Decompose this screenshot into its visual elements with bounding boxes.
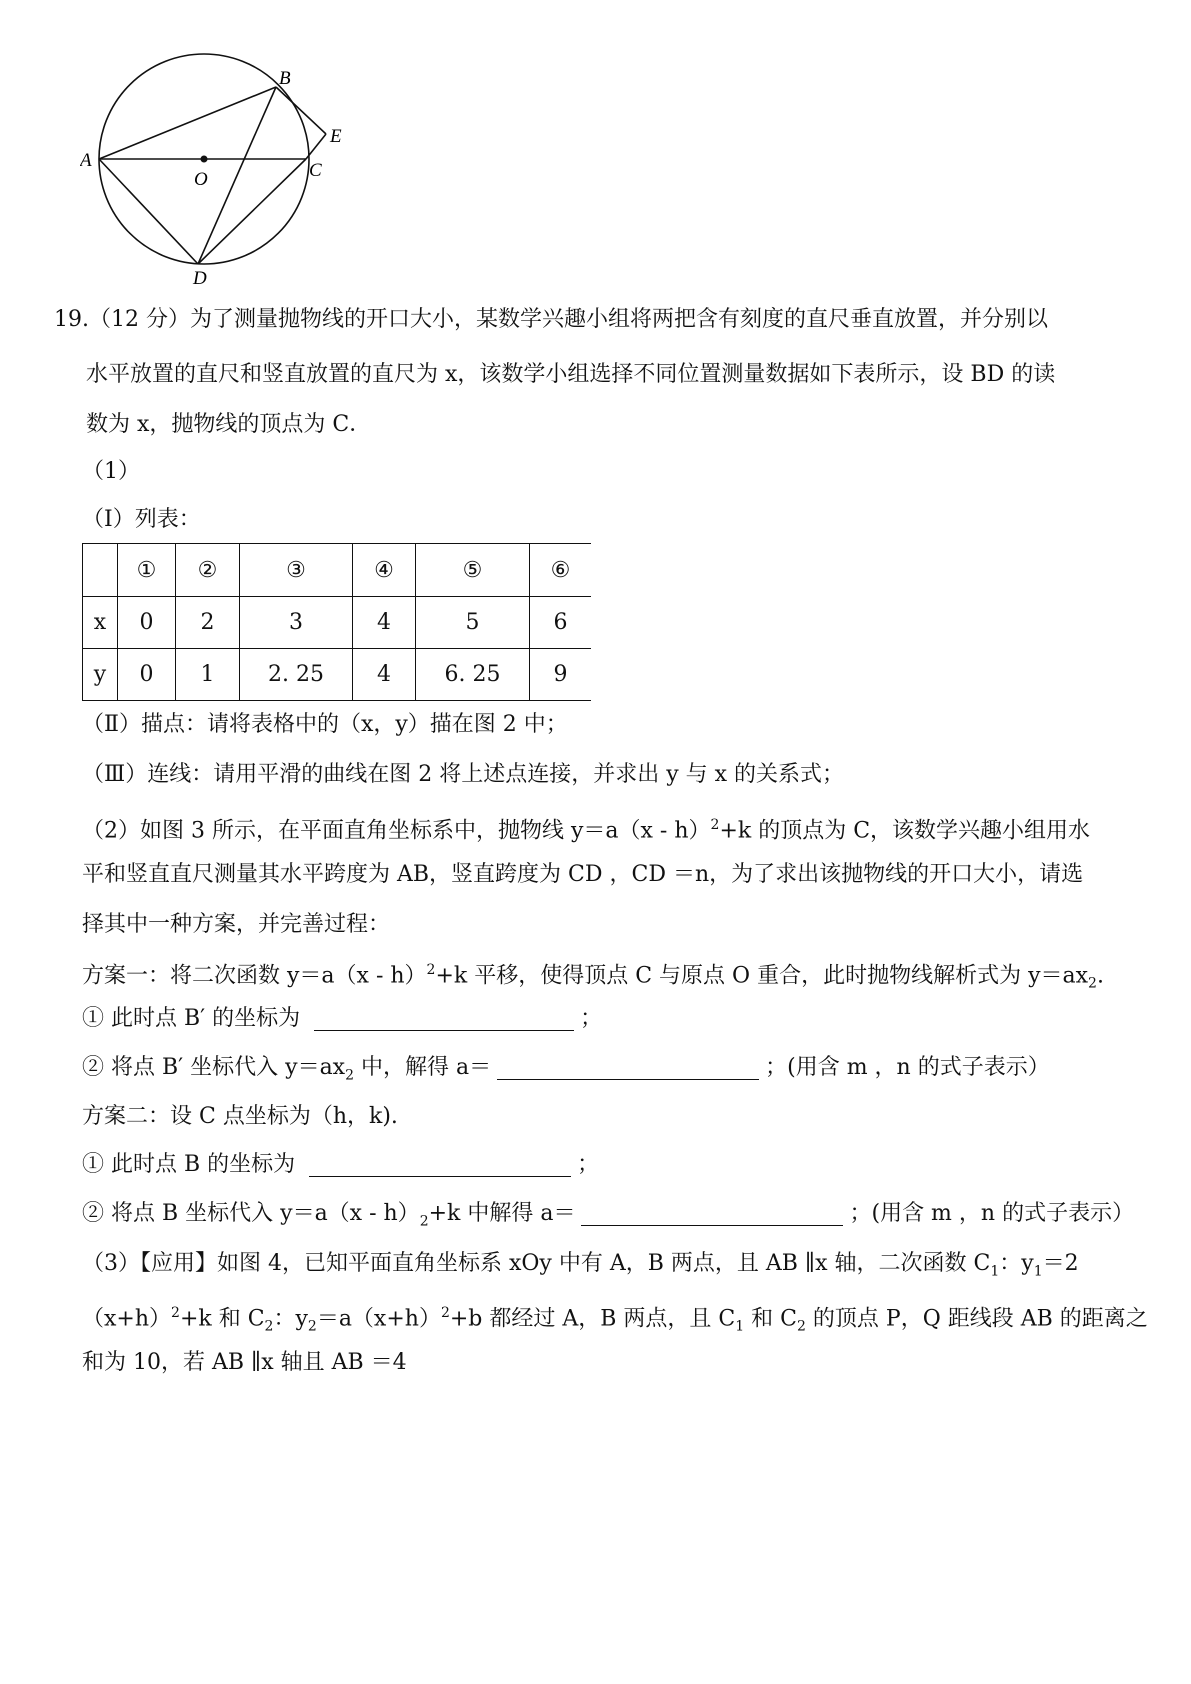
text-run: ① 此时点 B′ 的坐标为 bbox=[82, 1006, 301, 1031]
part-2-line-1 bbox=[82, 810, 1090, 846]
text-run: 的顶点 P，Q 距线段 AB 的距离之 bbox=[805, 1306, 1148, 1332]
text-run: ② 将点 B 坐标代入 y＝a（x - h） bbox=[82, 1201, 420, 1226]
table-cell: 1 bbox=[176, 649, 240, 701]
answer-blank[interactable] bbox=[581, 1203, 843, 1226]
text-run: ；(用含 m ，n 的式子表示） bbox=[765, 1055, 1050, 1080]
problem-line-3: 数为 x，抛物线的顶点为 C． bbox=[86, 412, 372, 437]
part-2-line-2: 平和竖直直尺测量其水平跨度为 AB，竖直跨度为 CD ，CD ＝n，为了求出该抛物线的开口大小，请选 bbox=[82, 862, 1084, 887]
text-run: ＝a（x+h） bbox=[316, 1306, 441, 1332]
circle-geometry-figure bbox=[80, 52, 380, 308]
step-3-text: （Ⅲ）连线：请用平滑的曲线在图 2 将上述点连接，并求出 y 与 x 的关系式； bbox=[82, 762, 845, 787]
table-cell: 0 bbox=[118, 597, 176, 649]
table-row bbox=[83, 649, 592, 701]
table-cell: ③ bbox=[240, 544, 353, 597]
text-run: 中，解得 a＝ bbox=[354, 1055, 492, 1080]
problem-line-1: 19.（12 分）为了测量抛物线的开口大小，某数学兴趣小组将两把含有刻度的直尺垂直放置，并分别以 bbox=[54, 307, 1048, 332]
text-run: ＝2 bbox=[1042, 1251, 1079, 1276]
superscript: 2 bbox=[171, 1305, 180, 1321]
plan-1-item-2 bbox=[82, 1053, 1050, 1090]
text-run: ； bbox=[580, 1006, 603, 1031]
subscript: 2 bbox=[307, 1318, 317, 1335]
text-run: ：y bbox=[999, 1251, 1034, 1276]
text-run: （3）【应用】如图 4，已知平面直角坐标系 xOy 中有 A，B 两点，且 AB ∥x 轴，二次函数 C bbox=[82, 1251, 991, 1276]
text-run: . bbox=[1096, 963, 1104, 989]
plan-2-item-2 bbox=[82, 1199, 1134, 1236]
table-cell: 9 bbox=[530, 649, 592, 701]
part-1-label: （1） bbox=[82, 459, 140, 484]
label-e: E bbox=[330, 126, 342, 147]
superscript: 2 bbox=[426, 962, 436, 978]
text-run: 方案一：将二次函数 y＝a（x - h） bbox=[82, 963, 427, 989]
superscript: 2 bbox=[440, 1305, 450, 1321]
text-run: （x+h） bbox=[82, 1306, 172, 1332]
table-cell: 0 bbox=[118, 649, 176, 701]
superscript: 2 bbox=[710, 817, 720, 833]
table-cell: 2. 25 bbox=[240, 649, 353, 701]
table-cell: ⑥ bbox=[530, 544, 592, 597]
center-point-o bbox=[201, 156, 208, 163]
table-cell: 2 bbox=[176, 597, 240, 649]
part-2-line-3: 择其中一种方案，并完善过程： bbox=[82, 912, 391, 937]
label-b: B bbox=[279, 68, 291, 89]
text-run: +b 都经过 A，B 两点，且 C bbox=[449, 1306, 736, 1332]
subscript: 2 bbox=[345, 1067, 355, 1084]
table-cell: 6 bbox=[530, 597, 592, 649]
answer-blank[interactable] bbox=[314, 1008, 574, 1031]
text-run: +k 平移，使得顶点 C 与原点 O 重合，此时抛物线解析式为 y＝ax bbox=[435, 963, 1089, 989]
table-cell: ⑤ bbox=[416, 544, 530, 597]
text-run: ① 此时点 B 的坐标为 bbox=[82, 1152, 296, 1177]
step-2-text: （Ⅱ）描点：请将表格中的（x，y）描在图 2 中； bbox=[82, 712, 568, 737]
answer-blank[interactable] bbox=[309, 1154, 571, 1177]
table-cell bbox=[83, 544, 118, 597]
subscript: 2 bbox=[419, 1213, 429, 1230]
text-run: +k 和 C bbox=[179, 1306, 265, 1332]
answer-blank[interactable] bbox=[497, 1057, 759, 1080]
table-cell: x bbox=[83, 597, 118, 649]
subscript: 1 bbox=[1033, 1263, 1043, 1280]
segment-be bbox=[276, 87, 326, 134]
plan-2-text: 方案二：设 C 点坐标为（h，k). bbox=[82, 1104, 398, 1129]
step-1-label: （Ⅰ）列表： bbox=[82, 507, 201, 532]
data-table bbox=[82, 543, 591, 701]
table-cell: 5 bbox=[416, 597, 530, 649]
part-3-line-2 bbox=[82, 1298, 1148, 1342]
table-cell: 6. 25 bbox=[416, 649, 530, 701]
subscript: 1 bbox=[735, 1318, 745, 1335]
subscript: 1 bbox=[990, 1263, 1000, 1280]
table-header-row bbox=[83, 544, 592, 597]
plan-1-text bbox=[82, 955, 1104, 999]
table-cell: 4 bbox=[353, 597, 416, 649]
table-cell: y bbox=[83, 649, 118, 701]
subscript: 2 bbox=[797, 1318, 806, 1335]
text-run: ； bbox=[577, 1152, 600, 1177]
label-a: A bbox=[80, 150, 92, 171]
segment-dc bbox=[198, 159, 306, 264]
plan-1-item-1 bbox=[82, 1004, 602, 1034]
problem-line-2: 水平放置的直尺和竖直放置的直尺为 x，该数学小组选择不同位置测量数据如下表所示，设 BD 的读 bbox=[86, 362, 1056, 387]
text-run: 和 C bbox=[744, 1306, 798, 1332]
subscript: 2 bbox=[264, 1318, 274, 1335]
plan-2-item-1 bbox=[82, 1150, 599, 1180]
table-cell: ④ bbox=[353, 544, 416, 597]
table-cell: ② bbox=[176, 544, 240, 597]
text-run: +k 的顶点为 C，该数学兴趣小组用水 bbox=[719, 818, 1091, 844]
table-cell: 4 bbox=[353, 649, 416, 701]
label-c: C bbox=[309, 160, 322, 181]
text-run: ② 将点 B′ 坐标代入 y＝ax bbox=[82, 1055, 346, 1080]
text-run: ：y bbox=[273, 1306, 308, 1332]
text-run: +k 中解得 a＝ bbox=[428, 1201, 576, 1226]
text-run: ；(用含 m ，n 的式子表示） bbox=[849, 1201, 1135, 1226]
table-row bbox=[83, 597, 592, 649]
subscript: 2 bbox=[1088, 975, 1097, 992]
text-run: （2）如图 3 所示，在平面直角坐标系中，抛物线 y＝a（x - h） bbox=[82, 818, 711, 844]
label-o: O bbox=[194, 169, 208, 190]
table-cell: 3 bbox=[240, 597, 353, 649]
label-d: D bbox=[193, 268, 207, 289]
table-cell: ① bbox=[118, 544, 176, 597]
part-3-line-1 bbox=[82, 1249, 1079, 1286]
part-3-line-3: 和为 10，若 AB ∥x 轴且 AB ＝4 bbox=[82, 1350, 407, 1375]
